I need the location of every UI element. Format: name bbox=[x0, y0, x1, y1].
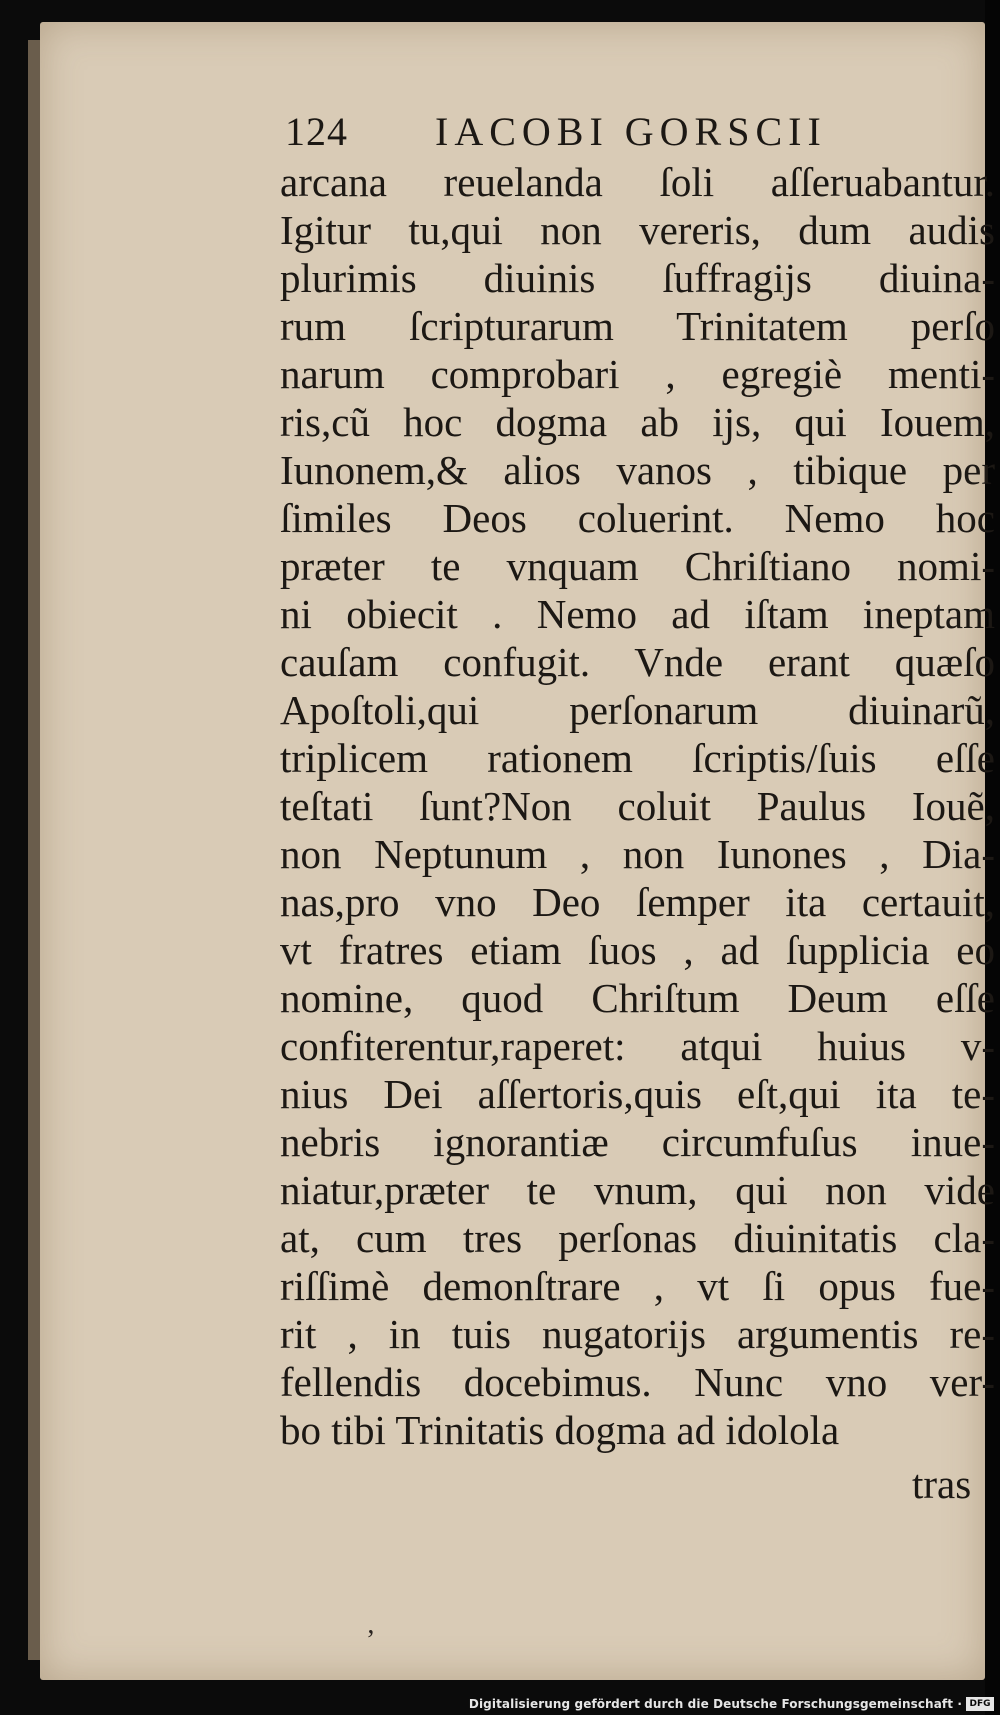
text-line: non Neptunum , non Iunones , Dia- bbox=[280, 831, 995, 877]
dfg-logo-icon: DFG bbox=[966, 1697, 994, 1711]
running-title: IACOBI GORSCII bbox=[435, 109, 827, 154]
text-line: nas,pro vno Deo ſemper ita certauit, bbox=[280, 879, 995, 925]
text-line: præter te vnquam Chriſtiano nomi- bbox=[280, 543, 995, 589]
text-line: ris,cũ hoc dogma ab ijs, qui Iouem, bbox=[280, 399, 995, 445]
text-line: ni obiecit . Nemo ad iſtam ineptam bbox=[280, 591, 995, 637]
footer-credit: Digitalisierung gefördert durch die Deutsche Forschungsgemeinschaft · bbox=[468, 1697, 962, 1711]
text-line: confiterentur,raperet: atqui huius v- bbox=[280, 1023, 995, 1069]
catchword: tras bbox=[912, 1461, 972, 1507]
body-text bbox=[280, 158, 995, 1454]
text-line: nebris ignorantiæ circumfuſus inue- bbox=[280, 1119, 995, 1165]
text-line: cauſam confugit. Vnde erant quæſo bbox=[280, 639, 995, 685]
text-line: bo tibi Trinitatis dogma ad idolola bbox=[280, 1407, 840, 1453]
ink-mark: ʼ bbox=[366, 1625, 376, 1656]
text-line: arcana reuelanda ſoli aſſeruabantur. bbox=[280, 159, 995, 205]
page-number: 124 bbox=[285, 109, 348, 154]
text-line: narum comprobari , egregiè menti- bbox=[280, 351, 995, 397]
text-line: at, cum tres perſonas diuinitatis cla- bbox=[280, 1215, 995, 1261]
page-edge-shadow bbox=[28, 40, 40, 1660]
text-line: ſimiles Deos coluerint. Nemo hoc bbox=[280, 495, 995, 541]
page-header bbox=[285, 108, 835, 156]
text-line: fellendis docebimus. Nunc vno ver- bbox=[280, 1359, 995, 1405]
text-line: Apoſtoli,qui perſonarum diuinarũ, bbox=[280, 687, 995, 733]
digitization-footer bbox=[0, 1694, 1000, 1715]
text-line: riſſimè demonſtrare , vt ſi opus fue- bbox=[280, 1263, 995, 1309]
text-line: rum ſcripturarum Trinitatem perſo bbox=[280, 303, 995, 349]
text-line: nius Dei aſſertoris,quis eſt,qui ita te- bbox=[280, 1071, 995, 1117]
text-line: Igitur tu,qui non vereris, dum audis bbox=[280, 207, 995, 253]
text-line: vt fratres etiam ſuos , ad ſupplicia eo bbox=[280, 927, 995, 973]
text-line: rit , in tuis nugatorijs argumentis re- bbox=[280, 1311, 995, 1357]
text-line: triplicem rationem ſcriptis/ſuis eſſe bbox=[280, 735, 995, 781]
text-line: niatur,præter te vnum, qui non vide bbox=[280, 1167, 995, 1213]
text-line: nomine, quod Chriſtum Deum eſſe bbox=[280, 975, 995, 1021]
text-line: teſtati ſunt?Non coluit Paulus Iouẽ, bbox=[280, 783, 995, 829]
text-line: plurimis diuinis ſuffragijs diuina- bbox=[280, 255, 995, 301]
text-line: Iunonem,& alios vanos , tibique per bbox=[280, 447, 995, 493]
